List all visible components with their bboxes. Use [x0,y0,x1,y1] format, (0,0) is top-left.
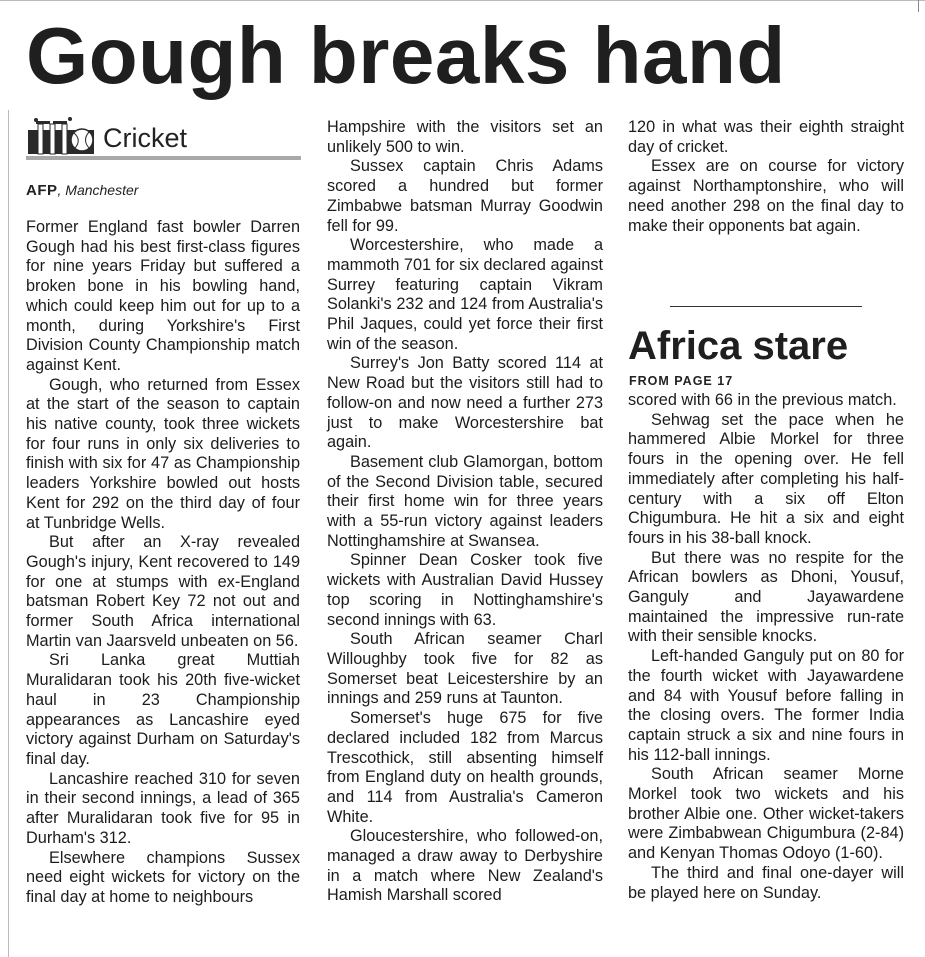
paragraph: Sehwag set the pace when he hammered Albie Morkel for three fours in the opening over. He fell immediately after completing his half-century with a six off Elton Chigumbura. He hit a six and eight fours in his 38-ball knock. [628,410,904,547]
headline: Gough breaks hand [26,11,786,100]
left-margin-rule [8,110,9,957]
byline-agency: AFP [26,182,58,199]
paragraph: Somerset's huge 675 for five declared included 182 from Marcus Trescothick, still absenting himself from England duty on health grounds, and 114 from Australia's Cameron White. [327,709,603,826]
paragraph: Spinner Dean Cosker took five wickets with Australian David Hussey top scoring in Nottinghamshire's second innings with 63. [327,551,603,629]
top-rule [0,0,925,1]
section-underline [26,156,301,160]
section-label: Cricket [103,123,188,153]
paragraph: scored with 66 in the previous match. [628,391,897,409]
column-3 [628,118,904,236]
paragraph: Elsewhere champions Sussex need eight wickets for victory on the final day at home to neighbours [26,848,300,906]
paragraph: But there was no respite for the African bowlers as Dhoni, Yousuf, Ganguly and Jayawardene maintained the impressive run-rate with their sensible knocks. [628,548,904,646]
jump-line: FROM PAGE 17 [629,374,734,388]
paragraph: 120 in what was their eighth straight day of cricket. [628,118,904,156]
paragraph: The third and final one-dayer will be played here on Sunday. [628,863,904,902]
second-story-body [628,391,904,903]
byline [26,181,138,200]
paragraph: Worcestershire, who made a mammoth 701 for six declared against Surrey featuring captain Vikram Solanki's 232 and 124 from Australia's Phil Jaques, could yet force their first win of the season. [327,236,604,353]
section-logo [26,114,301,160]
paragraph: Left-handed Ganguly put on 80 for the fourth wicket with Jayawardene and 84 with Yousuf before falling in the closing overs. The former India captain struck a six and nine fours in his 112-ball innings. [628,647,904,764]
paragraph: Basement club Glamorgan, bottom of the Second Division table, secured their first home win for three years with a 55-run victory against leaders Nottinghamshire at Swansea. [327,452,603,550]
paragraph: South African seamer Morne Morkel took two wickets and his brother Albie one. Other wicket-takers were Zimbabwean Chigumbura (2-84) and Kenyan Thomas Odoyo (1-60). [628,765,904,863]
paragraph: Hampshire with the visitors set an unlikely 500 to win. [327,118,603,156]
paragraph: Lancashire reached 310 for seven in their second innings, a lead of 365 after Muralidaran took five for 95 in Durham's 312. [26,769,300,847]
paragraph: Surrey's Jon Batty scored 114 at New Road but the visitors still had to follow-on and now need a further 273 just to make Worcestershire bat again. [327,354,603,452]
column-2 [327,118,603,906]
cricket-stumps-ball-icon [26,116,98,156]
paragraph: Gloucestershire, who followed-on, managed a draw away to Derbyshire in a match where New Zealand's Hamish Marshall scored [327,827,603,905]
byline-location: , Manchester [57,182,139,198]
story-divider [670,306,862,307]
paragraph: South African seamer Charl Willoughby took five for 82 as Somerset beat Leicestershire by an innings and 259 runs at Taunton. [327,630,603,708]
corner-rule [918,0,919,12]
paragraph: But after an X-ray revealed Gough's injury, Kent recovered to 149 for one at stumps with ex-England batsman Robert Key 72 not out and former South Africa international Martin van Jaarsveld unbeaten on 56. [26,533,300,650]
second-story-headline: Africa stare [628,324,849,368]
paragraph: Gough, who returned from Essex at the start of the season to captain his native county, took three wickets for four runs in only six deliveries to finish with six for 47 as Championship leaders Yorkshire bowled out hosts Kent for 292 on the third day of four at Tunbridge Wells. [26,375,300,532]
column-1 [26,218,300,908]
paragraph: Essex are on course for victory against Northamptonshire, who will need another 298 on the final day to make their opponents bat again. [628,157,904,235]
paragraph: Sussex captain Chris Adams scored a hundred but former Zimbabwe batsman Murray Goodwin fell for 99. [327,157,603,235]
paragraph: Former England fast bowler Darren Gough had his best first-class figures for nine years Friday but suffered a broken bone in his bowling hand, which could keep him out for up to a month, during Yorkshire's First Division County Championship match against Kent. [26,218,300,374]
paragraph: Sri Lanka great Muttiah Muralidaran took his 20th five-wicket haul in 23 Championship appearances as Lancashire eyed victory against Durham on Saturday's final day. [26,651,300,768]
